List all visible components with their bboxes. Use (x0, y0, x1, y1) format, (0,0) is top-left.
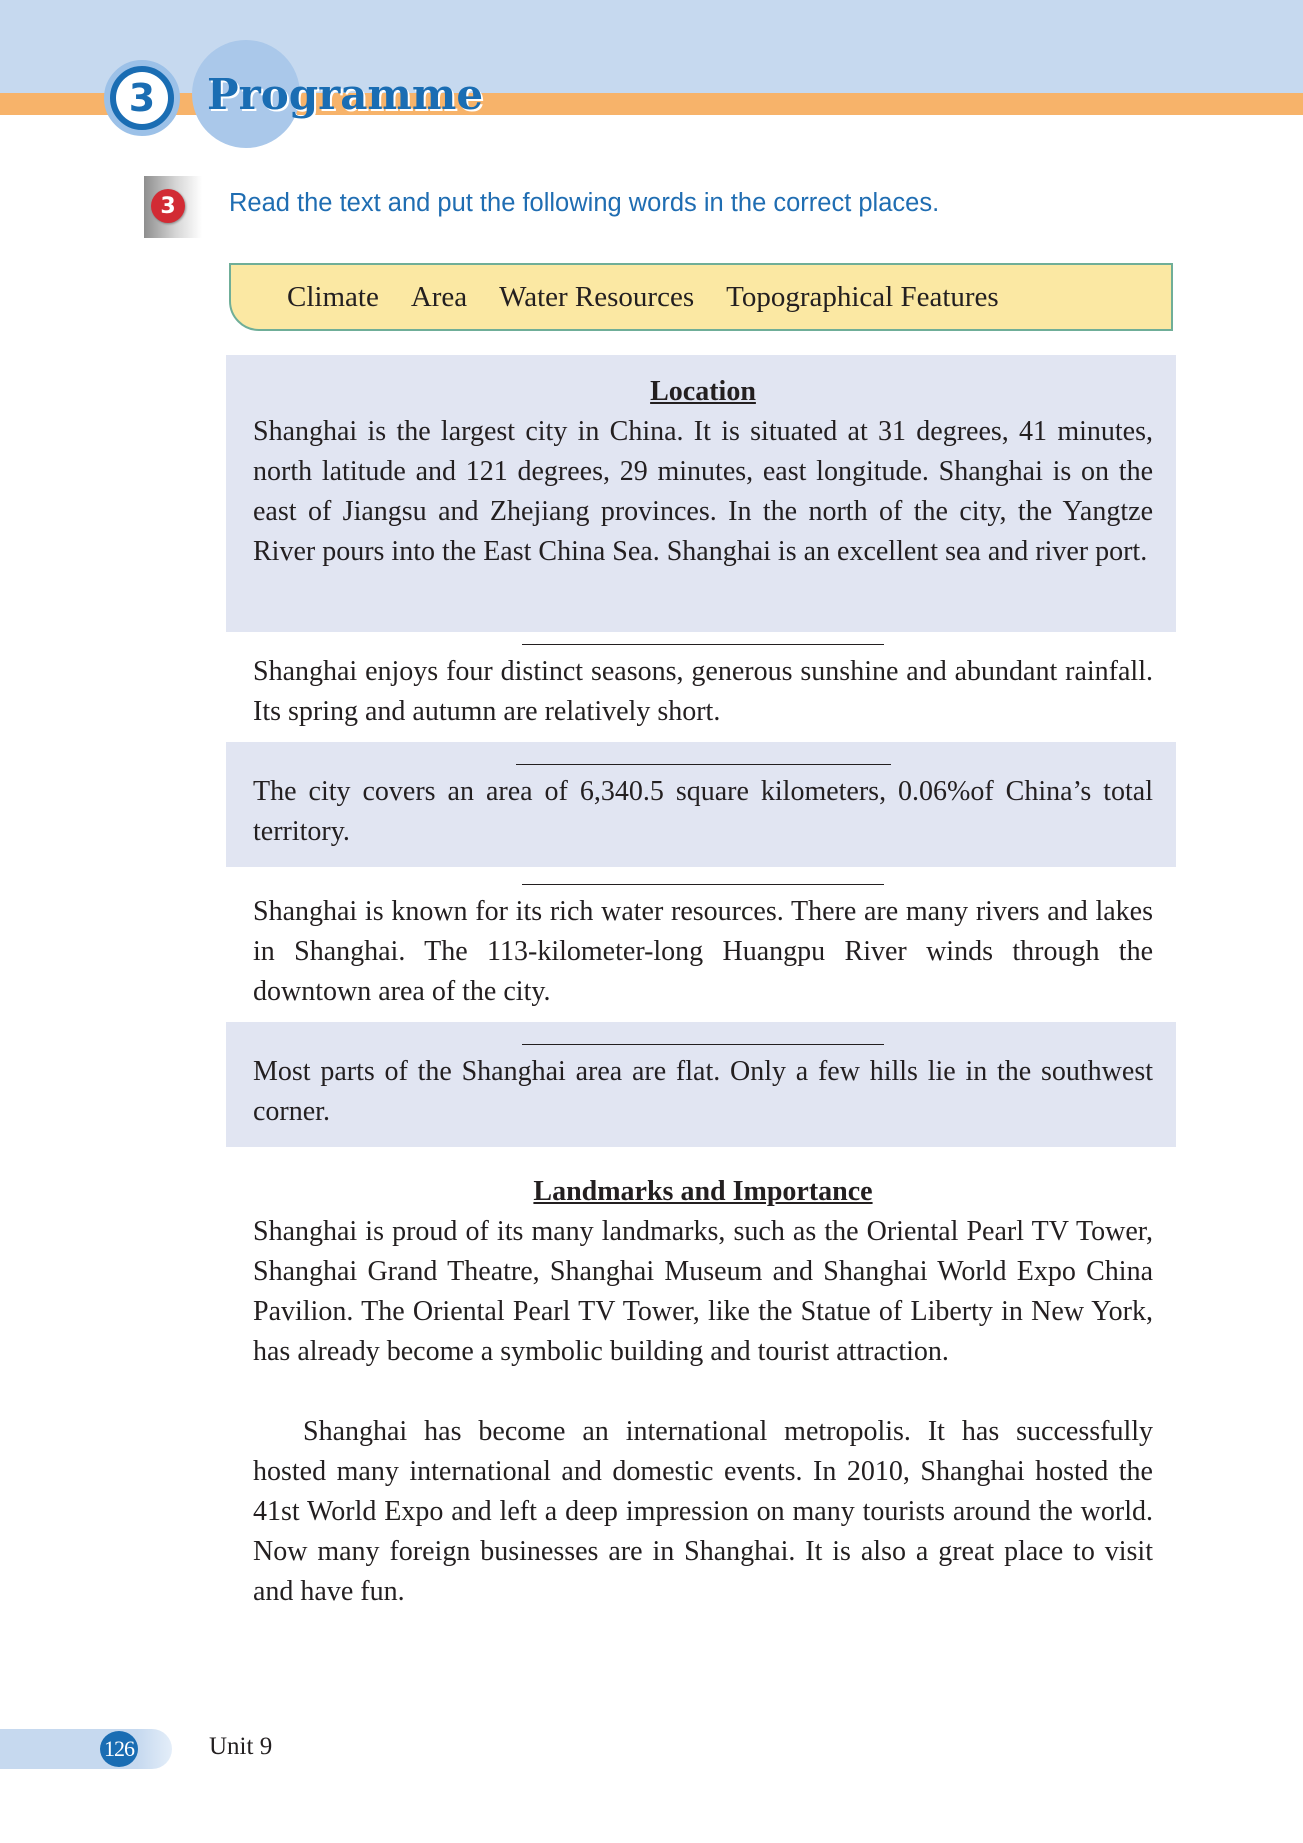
section-text-2: The city covers an area of 6,340.5 square kilometers, 0.06%of China’s total territory. (253, 776, 1153, 847)
section-text-4: Most parts of the Shanghai area are flat. Only a few hills lie in the southwest corner. (253, 1056, 1153, 1127)
page-title: Programme (207, 70, 484, 119)
exercise-instruction: Read the text and put the following words in the correct places. (229, 189, 940, 217)
section-number: 3 (116, 72, 168, 124)
answer-blank-1[interactable] (522, 644, 884, 645)
unit-label: Unit 9 (209, 1733, 273, 1760)
word-bank-item: Water Resources (499, 280, 695, 313)
answer-blank-3[interactable] (522, 884, 884, 885)
word-bank-item: Topographical Features (726, 280, 999, 313)
landmarks-heading: Landmarks and Importance (533, 1176, 873, 1207)
location-heading: Location (650, 376, 756, 407)
location-text: Shanghai is the largest city in China. It is situated at 31 degrees, 41 minutes, north latitude and 121 degrees, 29 minutes, east longitude. Shanghai is on the east of Jiangsu and Zhejiang provinces. In the north of the city, the Yangtze River pours into the East China Sea. Shanghai is an excellent sea and river port. (253, 416, 1153, 567)
answer-blank-4[interactable] (522, 1044, 884, 1045)
section-text-3: Shanghai is known for its rich water resources. There are many rivers and lakes in Shanghai. The 113-kilometer-long Huangpu River winds through the downtown area of the city. (253, 896, 1153, 1007)
page-number: 126 (100, 1731, 138, 1767)
landmarks-paragraph-2: Shanghai has become an international metropolis. It has successfully hosted many international and domestic events. In 2010, Shanghai hosted the 41st World Expo and left a deep impression on many tourists around the world. Now many foreign businesses are in Shanghai. It is also a great place to visit and have fun. (253, 1416, 1153, 1607)
word-bank (229, 263, 1173, 331)
section-text-1: Shanghai enjoys four distinct seasons, generous sunshine and abundant rainfall. Its spring and autumn are relatively short. (253, 656, 1153, 727)
section-number-badge (104, 60, 180, 136)
footer-tab (0, 1729, 172, 1769)
answer-blank-2[interactable] (516, 764, 891, 765)
word-bank-item: Area (410, 280, 468, 313)
word-bank-item: Climate (287, 280, 379, 313)
exercise-number: 3 (151, 189, 185, 223)
landmarks-paragraph-1: Shanghai is proud of its many landmarks, such as the Oriental Pearl TV Tower, Shanghai Grand Theatre, Shanghai Museum and Shanghai World Expo China Pavilion. The Oriental Pearl TV Tower, like the Statue of Liberty in New York, has already become a symbolic building and tourist attraction. (253, 1216, 1153, 1367)
